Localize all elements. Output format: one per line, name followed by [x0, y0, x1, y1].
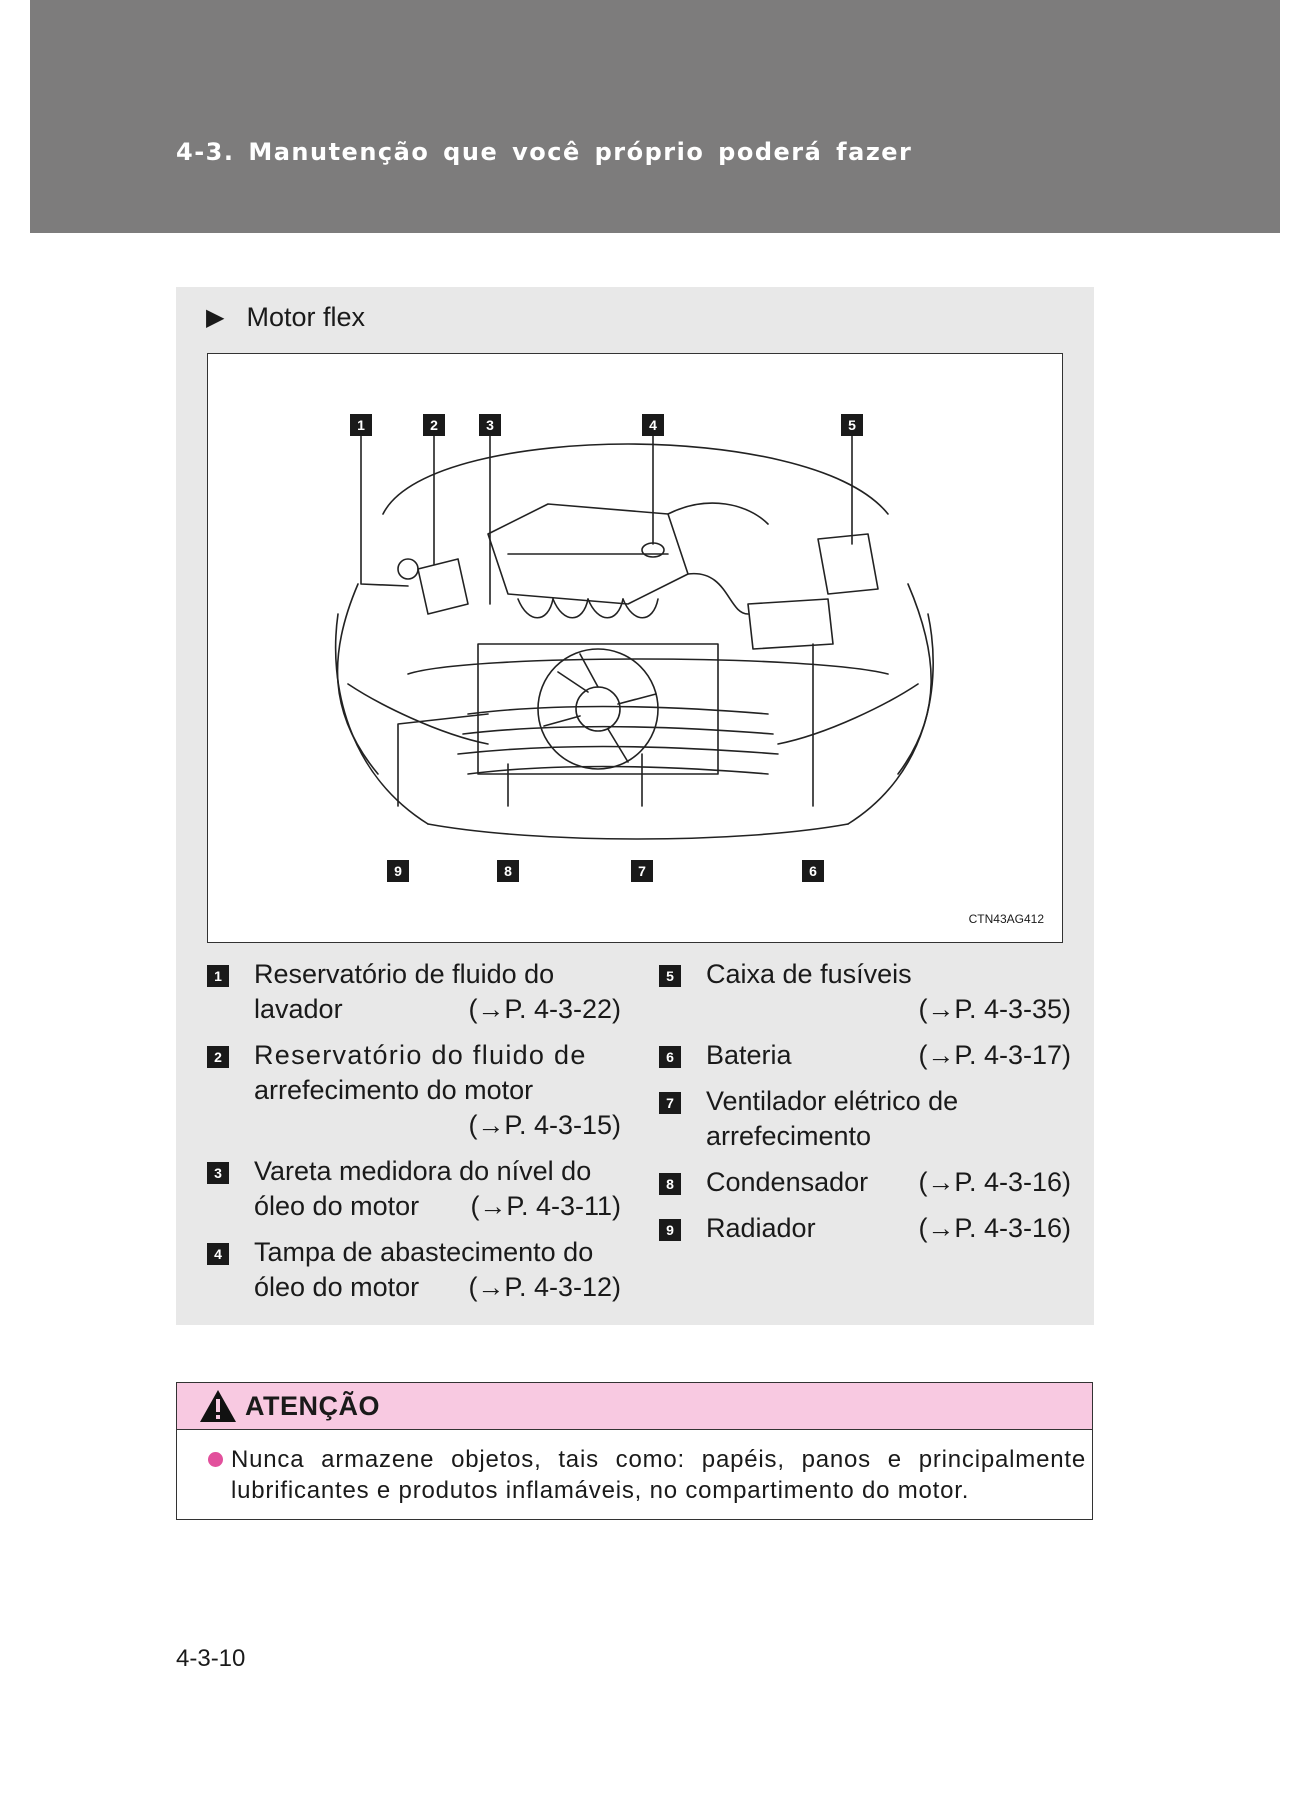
engine-diagram — [207, 353, 1063, 943]
legend-text: arrefecimento do motor — [254, 1075, 534, 1105]
legend-number: 7 — [659, 1092, 681, 1114]
legend-item — [659, 1084, 1071, 1154]
callout-8: 8 — [497, 860, 519, 882]
legend-number: 6 — [659, 1046, 681, 1068]
page-header — [30, 0, 1280, 233]
legend-item — [207, 1154, 621, 1224]
engine-illustration — [208, 354, 1062, 942]
warning-box — [176, 1382, 1093, 1520]
page-reference: (→P. 4-3-17) — [918, 1040, 1071, 1070]
legend-item — [207, 1038, 621, 1143]
legend-text: óleo do motor — [254, 1272, 420, 1302]
warning-title: ATENÇÃO — [245, 1390, 380, 1421]
figure-code: CTN43AG412 — [968, 912, 1044, 926]
legend-number: 2 — [207, 1046, 229, 1068]
warning-text: Nunca armazene objetos, tais como: papéis, panos e principalmente lubrificantes e produtos inflamáveis, no compartimento do motor. — [231, 1446, 1086, 1504]
subsection-title: Motor flex — [246, 302, 366, 332]
legend-number: 3 — [207, 1162, 229, 1184]
callout-5: 5 — [841, 414, 863, 436]
legend-text: Condensador — [706, 1167, 869, 1197]
callout-7: 7 — [631, 860, 653, 882]
legend-text: óleo do motor — [254, 1191, 420, 1221]
triangle-marker-icon: ▶ — [206, 304, 225, 331]
legend-text: Reservatório do fluido de — [254, 1040, 587, 1070]
page-reference: (→P. 4-3-22) — [468, 994, 621, 1024]
engine-panel — [176, 287, 1094, 1325]
callout-1: 1 — [350, 414, 372, 436]
page-reference: (→P. 4-3-16) — [918, 1167, 1071, 1197]
legend-item — [659, 1211, 1071, 1246]
callout-9: 9 — [387, 860, 409, 882]
callout-4: 4 — [642, 414, 664, 436]
legend-left — [207, 957, 621, 1316]
callout-2: 2 — [423, 414, 445, 436]
legend-text: Reservatório de fluido do — [254, 959, 555, 989]
legend-item — [659, 1165, 1071, 1200]
legend-number: 5 — [659, 965, 681, 987]
legend-item — [207, 957, 621, 1027]
legend-text: Bateria — [706, 1040, 792, 1070]
legend-number: 4 — [207, 1243, 229, 1265]
legend-number: 1 — [207, 965, 229, 987]
legend-text: Vareta medidora do nível do — [254, 1156, 592, 1186]
legend-right — [659, 957, 1071, 1257]
page-reference: (→P. 4-3-12) — [468, 1272, 621, 1302]
legend-text: Ventilador elétrico de — [706, 1086, 959, 1116]
legend-number: 8 — [659, 1173, 681, 1195]
legend-number: 9 — [659, 1219, 681, 1241]
callout-3: 3 — [479, 414, 501, 436]
page-reference: (→P. 4-3-16) — [918, 1213, 1071, 1243]
legend-text: Radiador — [706, 1213, 816, 1243]
section-title: 4-3. Manutenção que você próprio poderá fazer — [176, 138, 913, 166]
warning-body — [177, 1430, 1092, 1506]
page-number: 4-3-10 — [176, 1645, 246, 1672]
subsection-label — [206, 302, 365, 333]
page-reference: (→P. 4-3-35) — [918, 994, 1071, 1024]
callout-6: 6 — [802, 860, 824, 882]
legend-text: Caixa de fusíveis — [706, 959, 912, 989]
legend-text: Tampa de abastecimento do — [254, 1237, 594, 1267]
legend-text: arrefecimento — [706, 1121, 872, 1151]
page-reference: (→P. 4-3-11) — [470, 1191, 621, 1221]
bullet-icon — [208, 1452, 223, 1467]
warning-triangle-icon — [199, 1389, 237, 1423]
legend-item — [659, 1038, 1071, 1073]
legend-text: lavador — [254, 994, 343, 1024]
page-reference: (→P. 4-3-15) — [468, 1110, 621, 1140]
legend-item — [659, 957, 1071, 1027]
warning-header — [177, 1383, 1092, 1430]
legend-item — [207, 1235, 621, 1305]
